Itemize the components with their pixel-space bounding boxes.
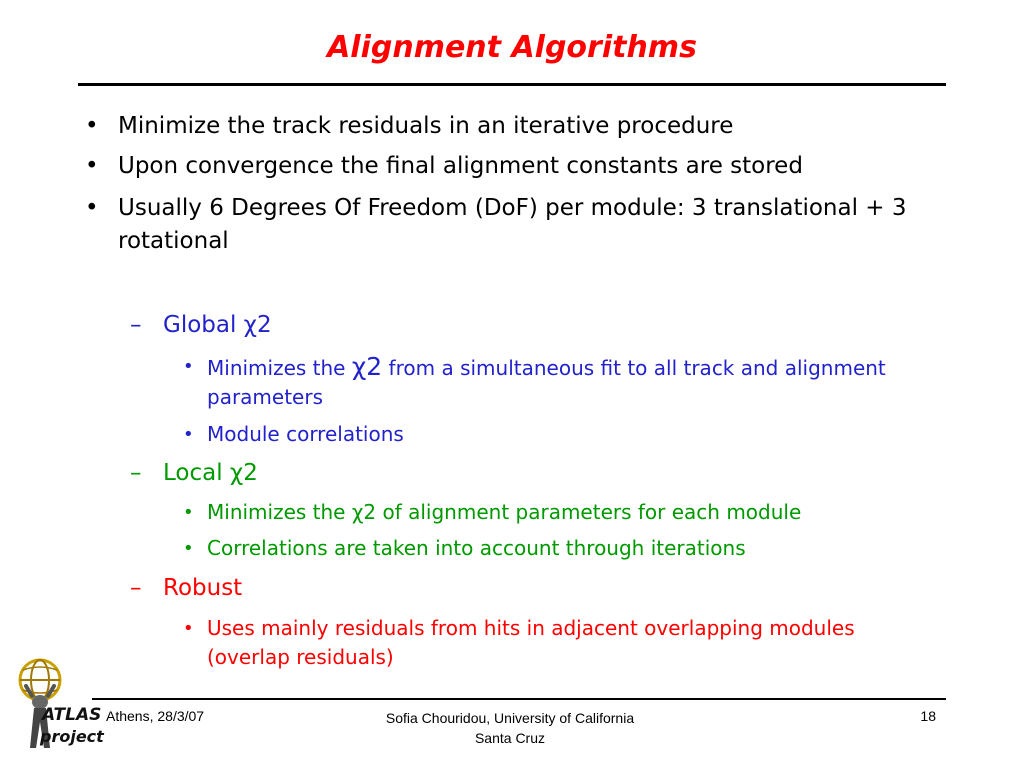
sub-bullet-dot: • — [183, 618, 194, 639]
method-global-label: Global χ2 — [163, 312, 272, 338]
global-item-1-chi: χ2 — [351, 352, 383, 381]
dash-marker: – — [130, 460, 142, 486]
footer-author — [300, 708, 720, 748]
global-item-2-text: Module correlations — [207, 422, 404, 446]
local-item-1 — [183, 498, 907, 527]
bullet-dot: • — [85, 153, 99, 179]
bullet-dot: • — [85, 113, 99, 139]
sub-bullet-dot: • — [183, 424, 194, 445]
globe-icon — [20, 660, 60, 700]
dash-marker: – — [130, 575, 142, 601]
local-item-2 — [183, 534, 907, 563]
slide-number: 18 — [920, 708, 936, 724]
sub-bullet-dot: • — [183, 356, 194, 377]
bullet-item-2 — [85, 150, 948, 183]
sub-bullet-dot: • — [183, 538, 194, 559]
method-global-heading — [130, 310, 272, 340]
bullet-item-1 — [85, 110, 948, 143]
method-local-label: Local χ2 — [163, 460, 258, 486]
bullet-item-3 — [85, 192, 948, 258]
local-item-2-text: Correlations are taken into account through iterations — [207, 536, 746, 560]
logo-line1: ATLAS — [42, 705, 102, 725]
bullet-dot: • — [85, 195, 99, 221]
footer-location-date: Athens, 28/3/07 — [106, 708, 205, 724]
global-item-1 — [183, 352, 907, 412]
footer-author-line2: Santa Cruz — [474, 730, 546, 746]
global-item-1-pre: Minimizes the — [207, 356, 352, 380]
bullet-text: Minimize the track residuals in an iterative procedure — [118, 113, 734, 139]
dash-marker: – — [130, 312, 142, 338]
method-robust-label: Robust — [163, 575, 243, 601]
robust-item-1-text: Uses mainly residuals from hits in adjacent overlapping modules (overlap residuals) — [207, 616, 855, 669]
title-divider — [78, 83, 946, 86]
method-local-heading — [130, 458, 258, 488]
robust-item-1 — [183, 614, 867, 672]
slide-title: Alignment Algorithms — [327, 30, 697, 65]
global-item-1-post: from a simultaneous fit to all track and alignment parameters — [207, 356, 886, 409]
atlas-logo — [6, 656, 104, 750]
footer-author-line1: Sofia Chouridou, University of California — [385, 710, 635, 726]
bullet-text: Usually 6 Degrees Of Freedom (DoF) per module: 3 translational + 3 rotational — [118, 195, 907, 254]
bullet-text: Upon convergence the final alignment constants are stored — [118, 153, 803, 179]
method-robust-heading — [130, 573, 243, 603]
global-item-2 — [183, 420, 907, 449]
footer-divider — [92, 698, 946, 700]
logo-line2: project — [40, 727, 104, 746]
sub-bullet-dot: • — [183, 502, 194, 523]
local-item-1-text: Minimizes the χ2 of alignment parameters for each module — [207, 500, 802, 524]
